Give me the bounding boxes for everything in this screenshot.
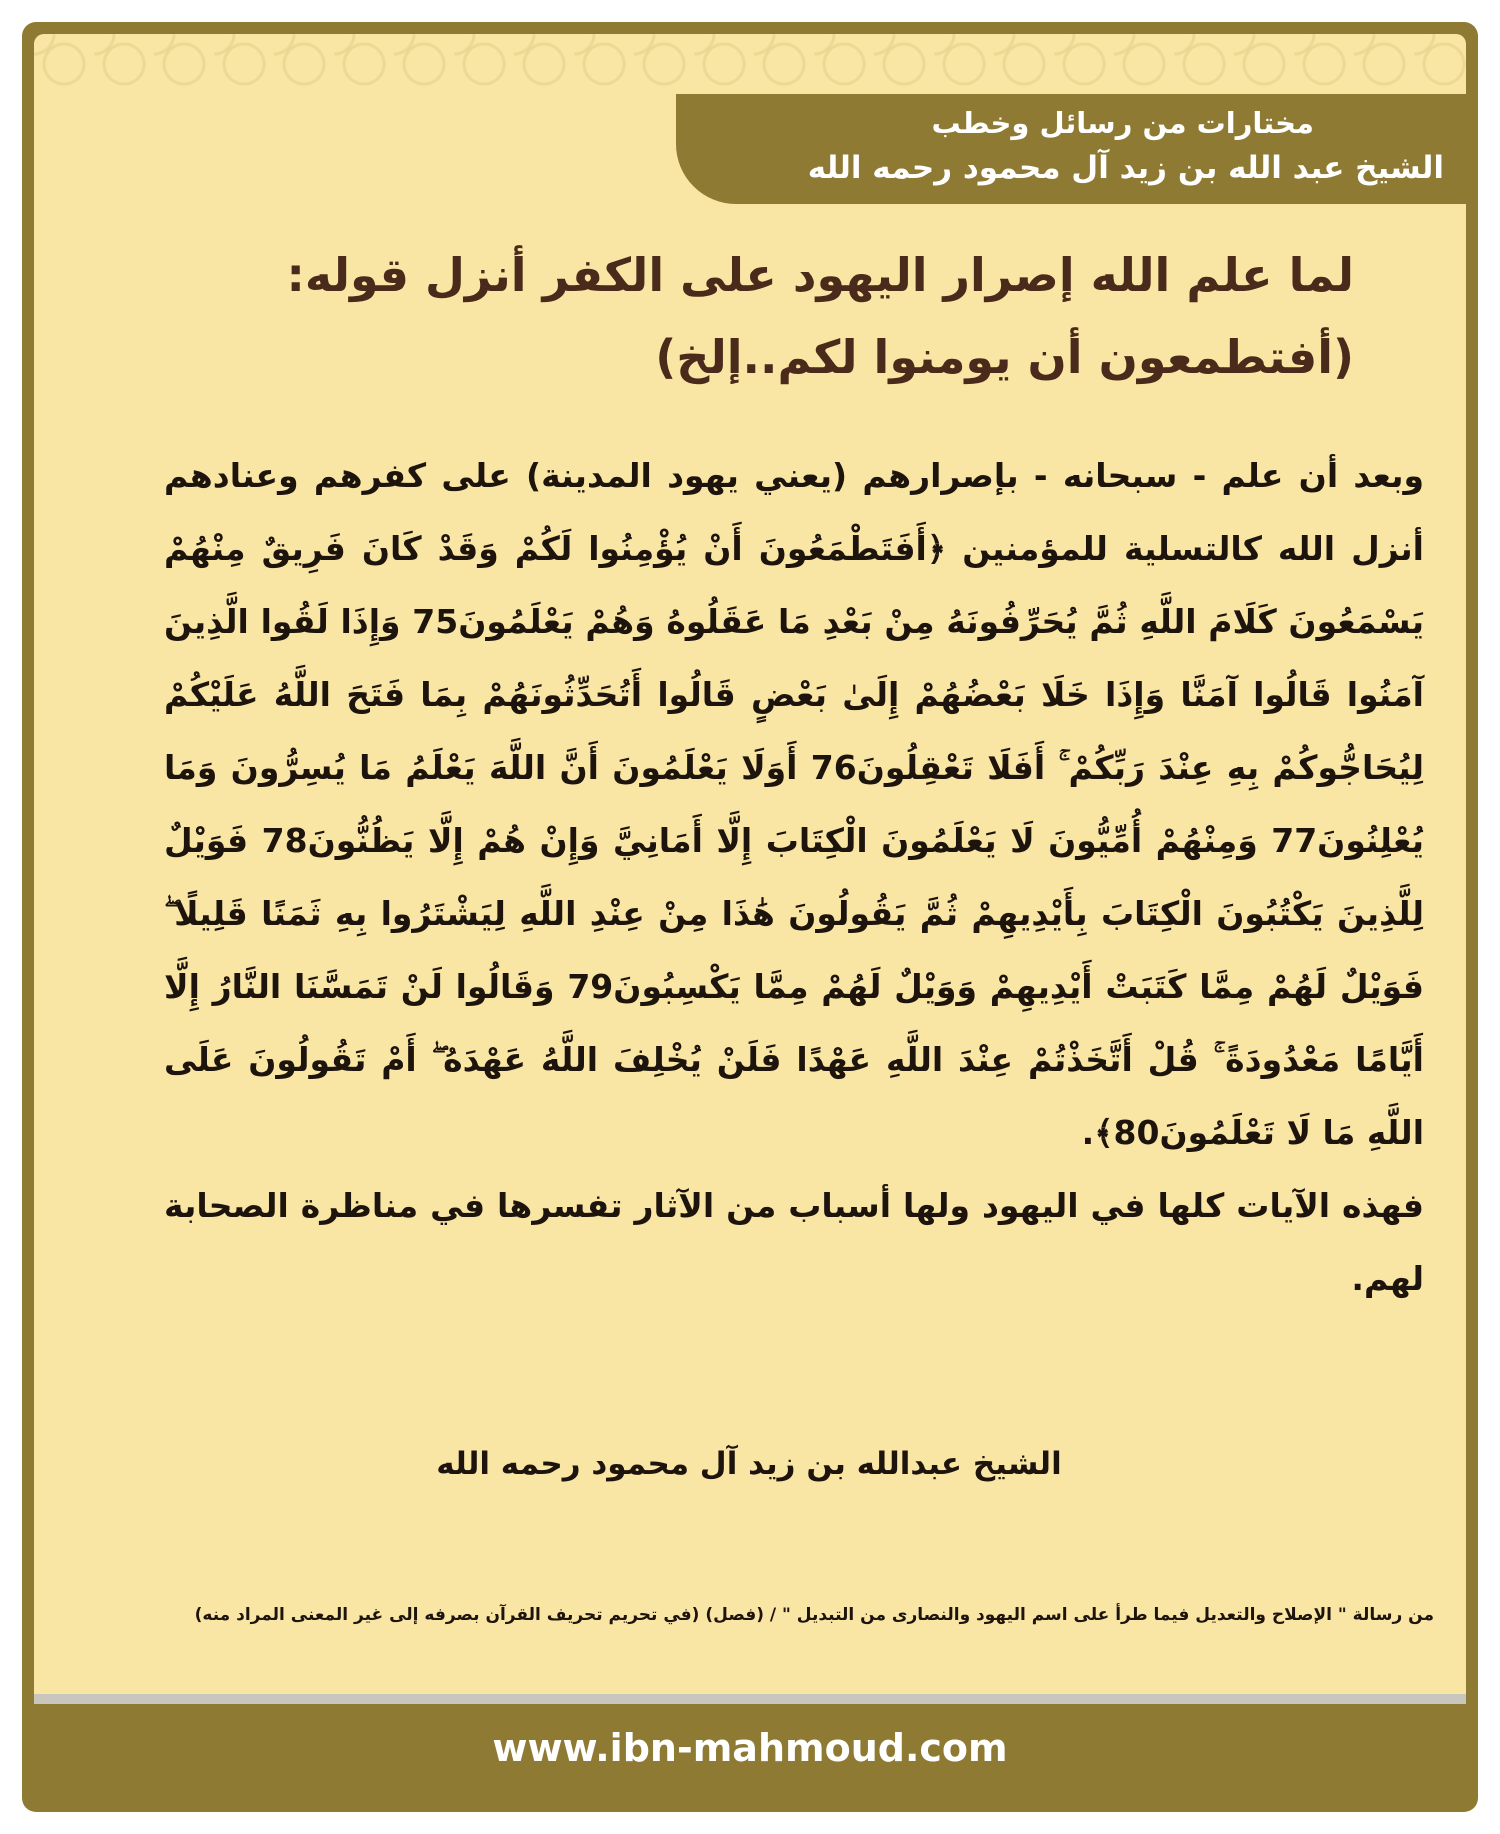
article-body — [164, 439, 1424, 1315]
body-paragraph: وبعد أن علم - سبحانه - بإصرارهم (يعني يهود المدينة) على كفرهم وعنادهم أنزل الله كالتسلية للمؤمنين ﴿أَفَتَطْمَعُونَ أَنْ يُؤْمِنُوا لَكُمْ وَقَدْ كَانَ فَرِيقٌ مِنْهُمْ يَسْمَعُونَ كَلَامَ اللَّهِ ثُمَّ يُحَرِّفُونَهُ مِنْ بَعْدِ مَا عَقَلُوهُ وَهُمْ يَعْلَمُونَ75 وَإِذَا لَقُوا الَّذِينَ آمَنُوا قَالُوا آمَنَّا وَإِذَا خَلَا بَعْضُهُمْ إِلَىٰ بَعْضٍ قَالُوا أَتُحَدِّثُونَهُمْ بِمَا فَتَحَ اللَّهُ عَلَيْكُمْ لِيُحَاجُّوكُمْ بِهِ عِنْدَ رَبِّكُمْ ۚ أَفَلَا تَعْقِلُونَ76 أَوَلَا يَعْلَمُونَ أَنَّ اللَّهَ يَعْلَمُ مَا يُسِرُّونَ وَمَا يُعْلِنُونَ77 وَمِنْهُمْ أُمِّيُّونَ لَا يَعْلَمُونَ الْكِتَابَ إِلَّا أَمَانِيَّ وَإِنْ هُمْ إِلَّا يَظُنُّونَ78 فَوَيْلٌ لِلَّذِينَ يَكْتُبُونَ الْكِتَابَ بِأَيْدِيهِمْ ثُمَّ يَقُولُونَ هَٰذَا مِنْ عِنْدِ اللَّهِ لِيَشْتَرُوا بِهِ ثَمَنًا قَلِيلًا ۖ فَوَيْلٌ لَهُمْ مِمَّا كَتَبَتْ أَيْدِيهِمْ وَوَيْلٌ لَهُمْ مِمَّا يَكْسِبُونَ79 وَقَالُوا لَنْ تَمَسَّنَا النَّارُ إِلَّا أَيَّامًا مَعْدُودَةً ۚ قُلْ أَتَّخَذْتُمْ عِنْدَ اللَّهِ عَهْدًا فَلَنْ يُخْلِفَ اللَّهُ عَهْدَهُ ۖ أَمْ تَقُولُونَ عَلَى اللَّهِ مَا لَا تَعْلَمُونَ80﴾. — [164, 456, 1425, 1152]
signature: الشيخ عبدالله بن زيد آل محمود رحمه الله — [436, 1446, 1062, 1482]
series-author: الشيخ عبد الله بن زيد آل محمود رحمه الله — [807, 150, 1444, 186]
series-title: مختارات من رسائل وخطب — [931, 106, 1314, 140]
source-citation: من رسالة " الإصلاح والتعديل فيما طرأ على اسم اليهود والنصارى من التبديل " / (فصل) (في تحريم تحريف القرآن بصرفه إلى غير المعنى المراد منه) — [194, 1605, 1434, 1625]
content-panel — [34, 34, 1466, 1694]
website-link[interactable]: www.ibn-mahmoud.com — [492, 1726, 1008, 1770]
page-frame — [22, 22, 1478, 1812]
decorative-pattern — [34, 34, 1466, 94]
divider — [34, 1694, 1466, 1704]
conclusion-paragraph: فهذه الآيات كلها في اليهود ولها أسباب من الآثار تفسرها في مناظرة الصحابة لهم. — [164, 1186, 1424, 1298]
series-banner — [676, 94, 1466, 204]
article-title: لما علم الله إصرار اليهود على الكفر أنزل قوله: (أفتطمعون أن يومنوا لكم..إلخ) — [286, 248, 1354, 384]
